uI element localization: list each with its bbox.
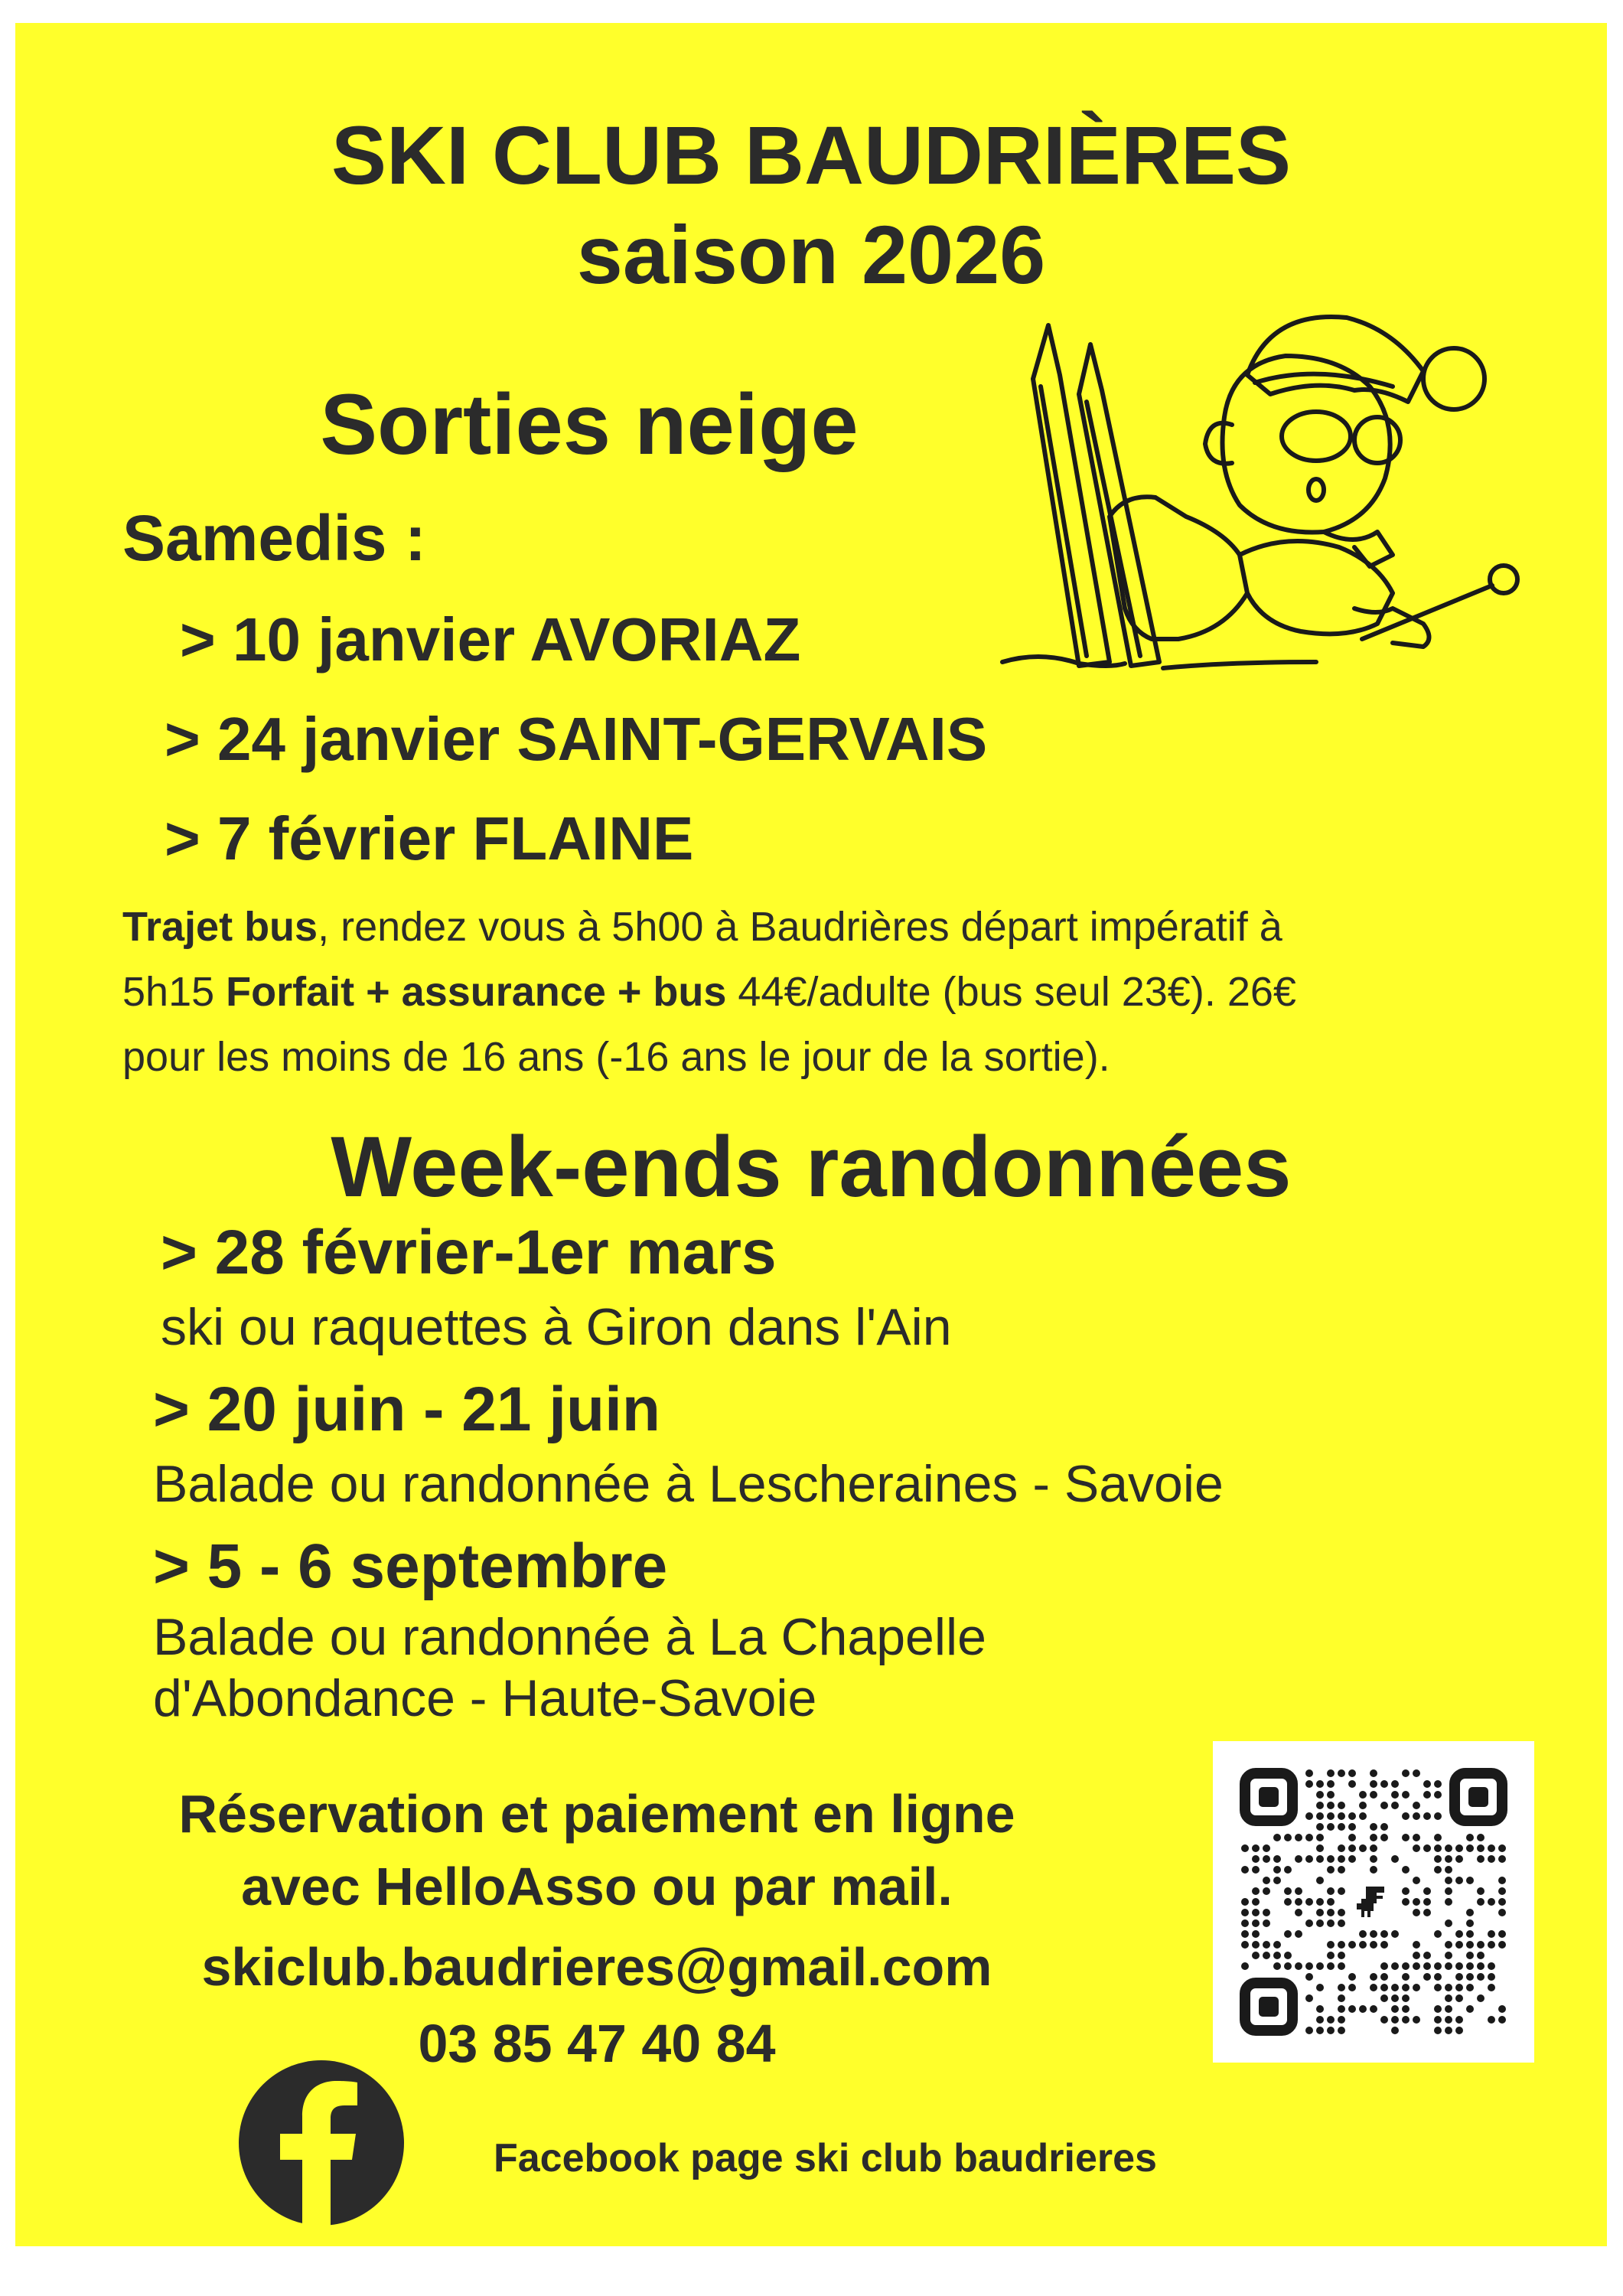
email-link[interactable]: skiclub.baudrieres@gmail.com xyxy=(201,1937,992,1997)
facebook-icon[interactable] xyxy=(237,2059,406,2227)
outing-item: > 7 février FLAINE xyxy=(165,804,694,872)
outing-item: > 10 janvier AVORIAZ xyxy=(180,605,801,673)
package-label: Forfait + assurance + bus xyxy=(226,969,727,1015)
snow-outings-heading: Sorties neige xyxy=(320,377,859,472)
saturdays-label: Samedis : xyxy=(122,502,426,574)
departure-time: 5h15 xyxy=(122,969,227,1015)
youth-price-line: pour les moins de 16 ans (-16 ans le jour de la sortie). xyxy=(122,1034,1110,1080)
weekend-date: > 20 juin - 21 juin xyxy=(153,1375,661,1444)
club-title: SKI CLUB BAUDRIÈRES xyxy=(331,109,1292,201)
bus-info-text: , rendez vous à 5h00 à Baudrières départ impératif à xyxy=(318,904,1282,950)
bus-info-line xyxy=(122,903,1282,951)
qr-code-icon[interactable] xyxy=(1213,1741,1534,2063)
price-text: 44€/adulte (bus seul 23€). 26€ xyxy=(726,969,1296,1015)
flyer xyxy=(15,23,1607,2246)
phone-number: 03 85 47 40 84 xyxy=(418,2014,776,2073)
weekend-description: Balade ou randonnée à Lescheraines - Savoie xyxy=(153,1455,1224,1513)
outing-item: > 24 janvier SAINT-GERVAIS xyxy=(165,705,988,773)
weekend-date: > 5 - 6 septembre xyxy=(153,1531,668,1601)
weekend-description: ski ou raquettes à Giron dans l'Ain xyxy=(161,1298,952,1356)
price-info-line xyxy=(122,968,1296,1016)
season-title: saison 2026 xyxy=(576,208,1046,301)
weekend-description: d'Abondance - Haute-Savoie xyxy=(153,1669,817,1727)
weekend-date: > 28 février-1er mars xyxy=(161,1218,777,1287)
reservation-text: avec HelloAsso ou par mail. xyxy=(241,1857,953,1916)
bus-trip-label: Trajet bus xyxy=(122,904,318,950)
cartoon-skier-icon xyxy=(995,302,1546,700)
reservation-text: Réservation et paiement en ligne xyxy=(178,1784,1015,1844)
weekend-description: Balade ou randonnée à La Chapelle xyxy=(153,1608,986,1666)
facebook-page-label[interactable]: Facebook page ski club baudrieres xyxy=(494,2136,1157,2180)
weekend-hikes-heading: Week-ends randonnées xyxy=(331,1119,1292,1215)
